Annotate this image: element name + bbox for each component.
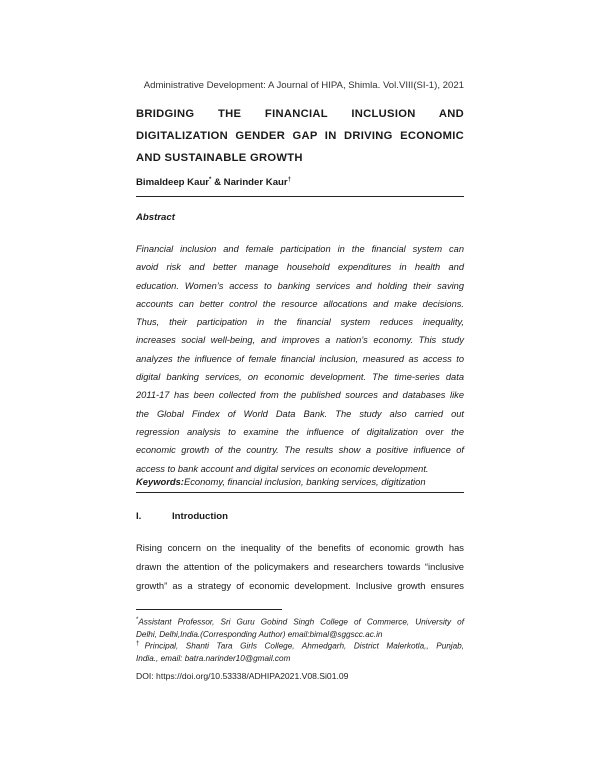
body-paragraph [136, 538, 464, 595]
abstract-line: increases social well-being, and improves a nation’s economy. This study [136, 335, 464, 346]
abstract-line: avoid risk and better manage household expenditures in health and [136, 262, 464, 273]
divider [136, 492, 464, 493]
footnote-mark: * [136, 617, 139, 623]
footnote-mark: † [136, 641, 145, 647]
title-line: BRIDGING THE FINANCIAL INCLUSION AND [136, 108, 464, 120]
title-line: AND SUSTAINABLE GROWTH [136, 152, 303, 164]
abstract-line: Thus, their participation in the financial system reduces inequality, [136, 317, 464, 328]
abstract-line: Financial inclusion and female participation in the financial system can [136, 244, 464, 254]
section-title: Introduction [172, 511, 228, 522]
footnote-line [136, 638, 464, 653]
body-line: growth” as a strategy of economic development. Inclusive growth ensures [136, 580, 464, 591]
abstract-line: education. Women’s access to banking services and holding their saving [136, 280, 464, 291]
body-line: drawn the attention of the policymakers and researchers towards “inclusive [136, 561, 464, 572]
abstract-text [136, 240, 464, 478]
divider [136, 196, 464, 197]
footnote-line: India., email: batra.narinder10@gmail.com [136, 653, 291, 663]
footnote-text: Assistant Professor, Sri Guru Gobind Singh College of Commerce, University of [138, 617, 464, 627]
abstract-line: accounts can better control the resource allocations and make decisions. [136, 298, 464, 309]
title-line: DIGITALIZATION GENDER GAP IN DRIVING ECONOMIC [136, 130, 464, 142]
abstract-line: economic growth of the country. The results show a positive influence of [136, 445, 464, 456]
author-footnote-mark: * [209, 177, 212, 183]
abstract-line: the Global Findex of World Data Bank. The study also carried out [136, 408, 464, 419]
author-name: Bimaldeep Kaur [136, 177, 210, 189]
footnote-line: Delhi, Delhi,India.(Corresponding Author) email:bimal@sggscc.ac.in [136, 629, 383, 639]
keywords-text: Economy, financial inclusion, banking services, digitization [183, 476, 426, 487]
abstract-line: analyzes the influence of female financial inclusion, measured as access to [136, 353, 464, 364]
abstract-line: regression analysis to examine the influence of digitalization over the [136, 426, 464, 437]
author-footnote-mark: † [287, 177, 291, 183]
paper-title [136, 103, 464, 169]
footnote-line [136, 614, 464, 629]
body-line: Rising concern on the inequality of the benefits of economic growth has [136, 542, 464, 553]
keywords-line [136, 476, 426, 487]
author-line [136, 177, 291, 188]
section-heading [136, 511, 228, 522]
keywords-label: Keywords: [136, 476, 184, 487]
section-number: I. [136, 511, 142, 522]
doi-link[interactable]: DOI: https://doi.org/10.53338/ADHIPA2021.V08.Si01.09 [136, 671, 349, 681]
footnote-text: Principal, Shanti Tara Girls College, Ahmedgarh, District Malerkotla,, Punjab, [144, 641, 464, 651]
abstract-line: 2011-17 has been collected from the published sources and databases like [136, 390, 464, 401]
abstract-line: digital banking services, on economic development. The time-series data [136, 372, 464, 383]
footnote-1 [136, 614, 464, 641]
footnote-divider [136, 609, 282, 610]
journal-header: Administrative Development: A Journal of HIPA, Shimla. Vol.VIII(SI-1), 2021 [143, 80, 464, 91]
abstract-line: access to bank account and digital services on economic development. [136, 463, 429, 474]
author-name: & Narinder Kaur [214, 177, 288, 189]
abstract-heading: Abstract [136, 212, 175, 223]
footnote-2 [136, 638, 464, 665]
